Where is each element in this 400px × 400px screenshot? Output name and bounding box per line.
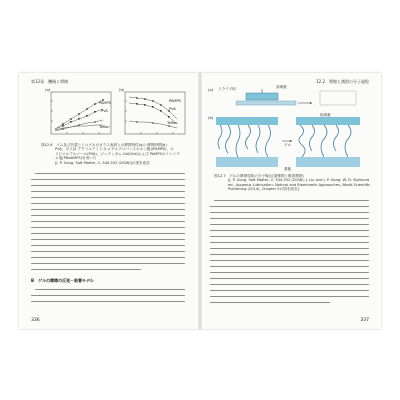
right-label-low-load: 低荷重 [320, 113, 331, 117]
left-tag-pva-a: PVA [101, 109, 108, 113]
right-label-high-load: 高荷重 [276, 85, 287, 89]
friction-plot-a [47, 91, 113, 139]
left-tag-pamps-b: PAMPS [169, 99, 181, 103]
sliding-schematic [216, 87, 366, 115]
right-label-substrate: 基板 [284, 167, 292, 171]
left-page [19, 73, 200, 329]
right-page [200, 73, 381, 329]
left-tag-teflon-a: Teflon [99, 125, 110, 129]
left-figure-caption-line-4: ム塩(PNaAMPS)を用いた [55, 156, 97, 161]
right-figure-caption-line-4: Publishing (2014), Chapter 5の図を改変] [228, 187, 299, 192]
left-section-heading: B ゲルの摩擦の反発－吸着モデル [31, 278, 94, 283]
left-tag-teflon-b: Teflon [167, 121, 178, 125]
right-running-head: 12.2 摩擦と潤滑の分子過程 [316, 79, 369, 84]
left-figure-caption-line-2: PVA、ポリ(2-アクリルアミド-2-メチルプロパンスルホン酸)(PAMPS)、ポ [55, 147, 174, 152]
right-label-gel: ゲル [284, 143, 292, 147]
right-label-drive: ドライブ用 [218, 87, 236, 91]
right-figure-caption-line-3: ed., Aqueous Lubrication: Natural and Biomimetic Approaches, World Scientific [228, 182, 370, 187]
left-figure-caption-line-5: [J. P. Gong, Soft Matter, 2, 544-552 (2006)]の図を改変 [55, 160, 150, 165]
left-figure-caption-line-1: 図12.6 ゴム及び代替ヒドロゲルのガラス表面との摩擦特性(a)と摩擦時間(b) [41, 143, 167, 147]
left-panel-label-a: (a) [45, 87, 51, 92]
left-tag-pamps-a: PAMPS [99, 101, 111, 105]
left-page-number: 336 [31, 318, 40, 323]
left-running-head: 第12章 機械と摩擦 [31, 79, 69, 84]
right-figure-caption-line-2: [J. P. Gong, Soft Matter, 2, 544-552 (2006); J. Liu and J. P. Gong: W. D. Sigmund [228, 178, 369, 183]
left-figure-caption-line-3: リビニルアルコール(PVA)、ジェランガム-Gel(Gel)および PAMPSのナトリウ [55, 151, 180, 156]
right-figure-caption-line-1: 図12.7 ゲルの摩擦現象の分子像(反発摩擦と吸着摩擦) [214, 174, 304, 178]
left-tag-pva-b: PVA [169, 107, 176, 111]
book-spread [19, 73, 381, 329]
right-panel-label-a: (a) [208, 87, 214, 92]
right-page-number: 337 [360, 318, 369, 323]
left-panel-label-b: (b) [119, 87, 125, 92]
right-panel-label-b: (b) [208, 115, 214, 120]
